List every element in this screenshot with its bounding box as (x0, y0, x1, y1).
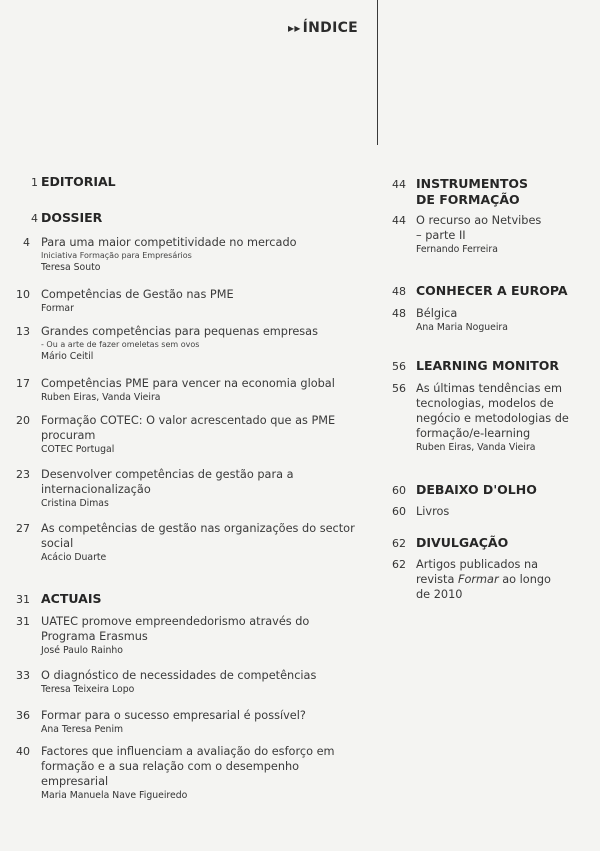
entry-author: Maria Manuela Nave Figueiredo (41, 790, 188, 801)
entry-page-number: 17 (16, 377, 30, 390)
section-heading: ACTUAIS (41, 591, 102, 606)
entry-author: Ana Maria Nogueira (416, 322, 508, 333)
entry-subtitle: Iniciativa Formação para Empresários (41, 251, 192, 260)
entry-page-number: 48 (392, 307, 406, 320)
entry-page-number: 36 (16, 709, 30, 722)
entry-title: As últimas tendências em tecnologias, modelos de negócio e metodologias de formação/e-learning (416, 382, 569, 440)
toc-entry[interactable] (0, 744, 360, 803)
toc-entry[interactable] (0, 324, 360, 364)
entry-author: Ruben Eiras, Vanda Vieira (41, 392, 161, 403)
section-heading: DOSSIER (41, 210, 103, 225)
section-page-number: 48 (392, 285, 406, 298)
entry-title: Formar para o sucesso empresarial é possível? (41, 709, 306, 722)
entry-author: Mário Ceitil (41, 351, 94, 362)
entry-author: Cristina Dimas (41, 498, 109, 509)
toc-entry[interactable] (0, 708, 360, 737)
entry-author: José Paulo Rainho (41, 645, 123, 656)
section-page-number: 56 (392, 360, 406, 373)
entry-author: Acácio Duarte (41, 552, 107, 563)
entry-title: O diagnóstico de necessidades de competências (41, 669, 317, 682)
section-page-number: 62 (392, 537, 406, 550)
toc-entry[interactable] (0, 614, 360, 658)
entry-page-number: 4 (23, 236, 30, 249)
section-page-number: 44 (392, 178, 406, 191)
entry-title: Artigos publicados na revista Formar ao longo de 2010 (416, 558, 551, 601)
entry-author: Ana Teresa Penim (41, 724, 124, 735)
section-heading: CONHECER A EUROPA (416, 283, 568, 298)
entry-page-number: 27 (16, 522, 30, 535)
section-page-number: 31 (16, 593, 30, 606)
entry-title: Formação COTEC: O valor acrescentado que as PME procuram (41, 414, 336, 442)
toc-entry[interactable] (376, 213, 576, 257)
toc-entry[interactable] (0, 376, 360, 405)
toc-entry[interactable] (376, 504, 576, 519)
entry-page-number: 33 (16, 669, 30, 682)
entry-title: Desenvolver competências de gestão para a internacionalização (41, 468, 294, 496)
vertical-divider (377, 0, 378, 145)
section-heading: EDITORIAL (41, 174, 116, 189)
entry-page-number: 40 (16, 745, 30, 758)
entry-page-number: 10 (16, 288, 30, 301)
entry-title: Grandes competências para pequenas empresas (41, 325, 318, 338)
entry-title: UATEC promove empreendedorismo através do Programa Erasmus (41, 615, 310, 643)
entry-page-number: 62 (392, 558, 406, 571)
section-page-number: 1 (31, 176, 38, 189)
toc-entry[interactable] (0, 521, 360, 565)
entry-page-number: 60 (392, 505, 406, 518)
section-heading: DIVULGAÇÃO (416, 535, 509, 550)
toc-entry[interactable] (376, 306, 576, 335)
section-heading: INSTRUMENTOS DE FORMAÇÃO (416, 176, 529, 207)
entry-page-number: 44 (392, 214, 406, 227)
toc-entry[interactable] (376, 381, 586, 455)
entry-author: Teresa Souto (41, 262, 101, 273)
toc-entry[interactable] (0, 413, 360, 457)
entry-page-number: 31 (16, 615, 30, 628)
entry-page-number: 56 (392, 382, 406, 395)
double-chevron-right-icon: ▸▸ (288, 21, 301, 35)
entry-title: Factores que influenciam a avaliação do esforço em formação e a sua relação com o desempenho empresarial (41, 745, 335, 788)
section-page-number: 4 (31, 212, 38, 225)
entry-title: Para uma maior competitividade no mercado (41, 236, 297, 249)
entry-author: Ruben Eiras, Vanda Vieira (416, 442, 536, 453)
entry-page-number: 13 (16, 325, 30, 338)
entry-author: Teresa Teixeira Lopo (41, 684, 135, 695)
toc-entry[interactable] (0, 235, 360, 275)
entry-author: COTEC Portugal (41, 444, 115, 455)
entry-title: Competências de Gestão nas PME (41, 288, 234, 301)
toc-entry[interactable] (0, 668, 360, 697)
entry-page-number: 23 (16, 468, 30, 481)
entry-title: Bélgica (416, 307, 458, 320)
entry-subtitle: - Ou a arte de fazer omeletas sem ovos (41, 340, 200, 349)
entry-title: As competências de gestão nas organizações do sector social (41, 522, 355, 550)
page-title: ▸▸ ÍNDICE (288, 20, 359, 36)
toc-entry[interactable] (0, 287, 360, 316)
entry-title: Competências PME para vencer na economia global (41, 377, 335, 390)
section-page-number: 60 (392, 484, 406, 497)
toc-entry[interactable] (0, 467, 360, 511)
entry-author: Fernando Ferreira (416, 244, 498, 255)
entry-title: Livros (416, 505, 450, 518)
entry-page-number: 20 (16, 414, 30, 427)
entry-title: O recurso ao Netvibes – parte II (416, 214, 542, 242)
toc-entry[interactable] (376, 557, 576, 602)
entry-author: Formar (41, 303, 74, 314)
section-heading: DEBAIXO D'OLHO (416, 482, 537, 497)
section-heading: LEARNING MONITOR (416, 358, 559, 373)
